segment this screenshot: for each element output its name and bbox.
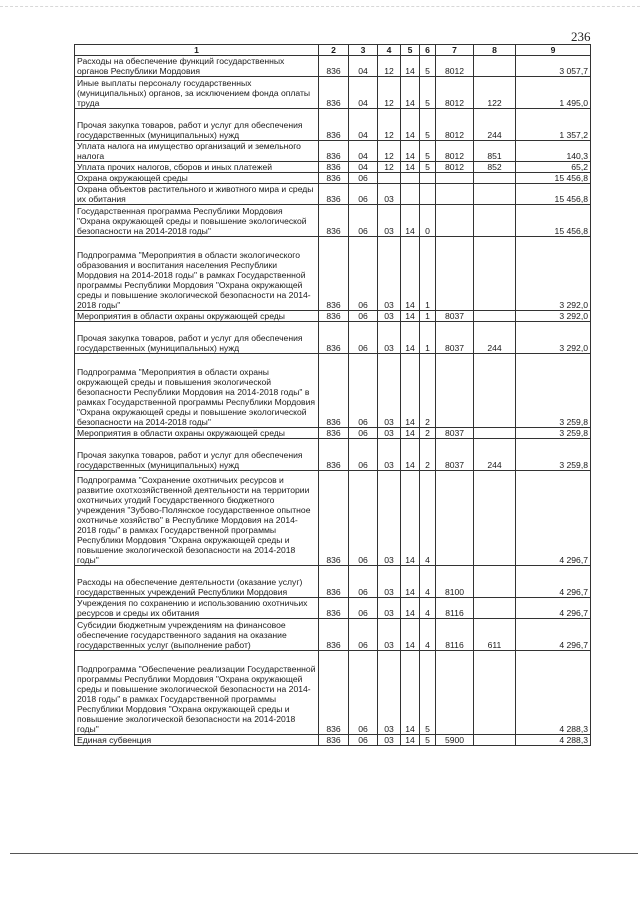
cell-code: 122	[474, 77, 516, 109]
cell-code	[378, 173, 401, 184]
table-body	[75, 45, 591, 746]
cell-name: Охрана окружающей среды	[75, 173, 319, 184]
cell-code: 14	[401, 109, 420, 141]
cell-code: 836	[319, 184, 349, 205]
cell-code: 03	[378, 322, 401, 354]
cell-code: 244	[474, 439, 516, 471]
budget-table	[74, 44, 591, 746]
cell-code: 836	[319, 566, 349, 598]
table-row	[75, 162, 591, 173]
cell-code: 14	[401, 619, 420, 651]
cell-code: 14	[401, 651, 420, 735]
cell-code: 4	[420, 471, 436, 566]
cell-amount: 3 259,8	[516, 439, 591, 471]
cell-code: 836	[319, 141, 349, 162]
cell-code	[436, 354, 474, 428]
cell-code: 4	[420, 566, 436, 598]
cell-code: 06	[349, 428, 378, 439]
cell-amount: 3 057,7	[516, 56, 591, 77]
cell-name: Прочая закупка товаров, работ и услуг для обеспечения государственных (муниципальных) нужд	[75, 439, 319, 471]
cell-code: 06	[349, 237, 378, 311]
cell-amount: 4 288,3	[516, 735, 591, 746]
cell-amount: 140,3	[516, 141, 591, 162]
cell-code: 06	[349, 566, 378, 598]
cell-name: Расходы на обеспечение деятельности (оказание услуг) государственных учреждений Республики Мордовия	[75, 566, 319, 598]
table-row	[75, 237, 591, 311]
cell-code: 8012	[436, 56, 474, 77]
cell-amount: 15 456,8	[516, 173, 591, 184]
cell-code: 5	[420, 77, 436, 109]
cell-code: 8012	[436, 162, 474, 173]
cell-code	[474, 205, 516, 237]
cell-name: Государственная программа Республики Мордовия "Охрана окружающей среды и повышение экологической безопасности на 2014-2018 годы"	[75, 205, 319, 237]
cell-name: Учреждения по сохранению и использованию охотничьих ресурсов и среды их обитания	[75, 598, 319, 619]
cell-code: 836	[319, 56, 349, 77]
cell-code: 836	[319, 322, 349, 354]
column-header: 4	[378, 45, 401, 56]
cell-code: 836	[319, 619, 349, 651]
cell-name: Подпрограмма "Сохранение охотничьих ресурсов и развитие охотхозяйственной деятельности на территории охотничьих угодий Государственного бюджетного учреждения "Зубово-Полянское государственное опытное охотничье хозяйство" в Республике Мордовия на 2014-2018 годы" в рамках Государственной программы Республики Мордовия "Охрана окружающей среды и повышение экологической безопасности на 2014-2018 годы"	[75, 471, 319, 566]
cell-code: 06	[349, 354, 378, 428]
cell-code: 852	[474, 162, 516, 173]
cell-code: 06	[349, 471, 378, 566]
table-row	[75, 109, 591, 141]
cell-code: 8037	[436, 439, 474, 471]
column-header: 6	[420, 45, 436, 56]
cell-code: 03	[378, 184, 401, 205]
cell-code: 03	[378, 311, 401, 322]
cell-code: 836	[319, 237, 349, 311]
cell-code: 12	[378, 141, 401, 162]
cell-code	[474, 56, 516, 77]
cell-code: 04	[349, 56, 378, 77]
page-number: 236	[571, 29, 591, 44]
cell-code: 03	[378, 735, 401, 746]
table-row	[75, 354, 591, 428]
cell-amount: 15 456,8	[516, 184, 591, 205]
table-row	[75, 651, 591, 735]
cell-code: 5	[420, 109, 436, 141]
cell-code	[474, 566, 516, 598]
cell-code	[401, 184, 420, 205]
cell-code	[474, 598, 516, 619]
column-header: 2	[319, 45, 349, 56]
table-row	[75, 205, 591, 237]
cell-code: 03	[378, 428, 401, 439]
cell-code: 14	[401, 162, 420, 173]
cell-code	[420, 173, 436, 184]
table-row	[75, 598, 591, 619]
cell-code	[474, 354, 516, 428]
cell-code: 04	[349, 162, 378, 173]
cell-code: 14	[401, 598, 420, 619]
cell-code: 03	[378, 471, 401, 566]
cell-code: 836	[319, 77, 349, 109]
cell-code: 5	[420, 162, 436, 173]
cell-code: 03	[378, 237, 401, 311]
cell-code: 14	[401, 322, 420, 354]
cell-code: 03	[378, 354, 401, 428]
cell-code: 244	[474, 109, 516, 141]
cell-name: Расходы на обеспечение функций государственных органов Республики Мордовия	[75, 56, 319, 77]
cell-name: Прочая закупка товаров, работ и услуг для обеспечения государственных (муниципальных) нужд	[75, 322, 319, 354]
cell-name: Субсидии бюджетным учреждениям на финансовое обеспечение государственного задания на оказание государственных услуг (выполнение работ)	[75, 619, 319, 651]
column-header: 1	[75, 45, 319, 56]
cell-code: 03	[378, 439, 401, 471]
cell-code: 14	[401, 735, 420, 746]
cell-code: 14	[401, 205, 420, 237]
cell-code: 8100	[436, 566, 474, 598]
cell-name: Уплата налога на имущество организаций и земельного налога	[75, 141, 319, 162]
cell-code: 1	[420, 237, 436, 311]
cell-code: 14	[401, 354, 420, 428]
table-row	[75, 735, 591, 746]
cell-code: 06	[349, 205, 378, 237]
cell-code: 1	[420, 311, 436, 322]
cell-code	[474, 237, 516, 311]
table-row	[75, 619, 591, 651]
cell-code: 14	[401, 566, 420, 598]
cell-code: 03	[378, 619, 401, 651]
table-row	[75, 311, 591, 322]
cell-code	[436, 205, 474, 237]
table-row	[75, 428, 591, 439]
cell-name: Подпрограмма "Мероприятия в области экологического образования и воспитания населения Республики Мордовия на 2014-2018 годы" в рамках Государственной программы Республики Мордовия "Охрана окружающей среды и повышение экологической безопасности на 2014-2018 годы"	[75, 237, 319, 311]
column-header: 3	[349, 45, 378, 56]
cell-name: Подпрограмма "Обеспечение реализации Государственной программы Республики Мордовия "Охрана окружающей среды и повышение экологической безопасности на 2014-2018 годы" в рамках Государственной программы Республики Мордовия "Охрана окружающей среды и повышение экологической безопасности на 2014-2018 годы"	[75, 651, 319, 735]
cell-code: 2	[420, 439, 436, 471]
table-row	[75, 439, 591, 471]
cell-code: 12	[378, 56, 401, 77]
cell-code: 1	[420, 322, 436, 354]
cell-code: 2	[420, 354, 436, 428]
cell-code: 03	[378, 205, 401, 237]
table-row	[75, 77, 591, 109]
column-header: 9	[516, 45, 591, 56]
cell-code: 14	[401, 428, 420, 439]
cell-code: 03	[378, 651, 401, 735]
cell-code: 836	[319, 598, 349, 619]
cell-amount: 4 296,7	[516, 566, 591, 598]
cell-name: Мероприятия в области охраны окружающей среды	[75, 428, 319, 439]
cell-code: 4	[420, 619, 436, 651]
cell-code	[474, 184, 516, 205]
cell-code: 244	[474, 322, 516, 354]
cell-code: 851	[474, 141, 516, 162]
cell-code: 14	[401, 56, 420, 77]
cell-amount: 65,2	[516, 162, 591, 173]
cell-code: 836	[319, 205, 349, 237]
cell-code: 06	[349, 311, 378, 322]
cell-code: 611	[474, 619, 516, 651]
cell-name: Уплата прочих налогов, сборов и иных платежей	[75, 162, 319, 173]
cell-code	[436, 184, 474, 205]
cell-code: 06	[349, 322, 378, 354]
cell-code	[474, 173, 516, 184]
cell-code: 836	[319, 354, 349, 428]
cell-code: 12	[378, 109, 401, 141]
cell-code	[436, 471, 474, 566]
cell-amount: 1 357,2	[516, 109, 591, 141]
cell-code: 836	[319, 173, 349, 184]
cell-code: 8037	[436, 322, 474, 354]
column-header: 7	[436, 45, 474, 56]
cell-code: 06	[349, 619, 378, 651]
cell-code: 836	[319, 651, 349, 735]
cell-code: 12	[378, 162, 401, 173]
cell-code: 8012	[436, 109, 474, 141]
cell-code: 03	[378, 566, 401, 598]
table-row	[75, 184, 591, 205]
cell-code: 5	[420, 56, 436, 77]
cell-code: 5	[420, 141, 436, 162]
cell-code: 12	[378, 77, 401, 109]
cell-code: 14	[401, 77, 420, 109]
cell-amount: 15 456,8	[516, 205, 591, 237]
cell-amount: 3 259,8	[516, 428, 591, 439]
table-header-row	[75, 45, 591, 56]
cell-code: 06	[349, 439, 378, 471]
table-row	[75, 566, 591, 598]
cell-name: Охрана объектов растительного и животного мира и среды их обитания	[75, 184, 319, 205]
cell-code: 2	[420, 428, 436, 439]
cell-amount: 3 292,0	[516, 322, 591, 354]
cell-code: 836	[319, 311, 349, 322]
cell-code: 8037	[436, 428, 474, 439]
cell-code	[474, 428, 516, 439]
cell-amount: 4 296,7	[516, 598, 591, 619]
cell-code: 04	[349, 77, 378, 109]
cell-amount: 4 288,3	[516, 651, 591, 735]
cell-code: 0	[420, 205, 436, 237]
cell-code: 14	[401, 439, 420, 471]
cell-code: 04	[349, 109, 378, 141]
cell-code	[474, 311, 516, 322]
cell-code: 836	[319, 439, 349, 471]
cell-amount: 4 296,7	[516, 471, 591, 566]
cell-name: Подпрограмма "Мероприятия в области охраны окружающей среды и повышения экологической безопасности Республики Мордовия на 2014-2018 годы" в рамках Государственной программы Республики Мордовия "Охрана окружающей среды и повышение экологической безопасности на 2014-2018 годы"	[75, 354, 319, 428]
table-row	[75, 471, 591, 566]
cell-code: 8037	[436, 311, 474, 322]
cell-code: 14	[401, 237, 420, 311]
page-bottom-rule	[10, 853, 638, 854]
cell-code: 5	[420, 735, 436, 746]
cell-code: 8116	[436, 619, 474, 651]
cell-code: 03	[378, 598, 401, 619]
cell-code	[474, 735, 516, 746]
cell-code: 06	[349, 184, 378, 205]
column-header: 8	[474, 45, 516, 56]
cell-code	[436, 651, 474, 735]
scan-edge	[0, 0, 640, 7]
cell-code	[401, 173, 420, 184]
cell-name: Единая субвенция	[75, 735, 319, 746]
cell-amount: 1 495,0	[516, 77, 591, 109]
cell-code	[474, 471, 516, 566]
cell-code: 06	[349, 651, 378, 735]
cell-code: 836	[319, 109, 349, 141]
cell-amount: 3 259,8	[516, 354, 591, 428]
cell-code: 5	[420, 651, 436, 735]
cell-code	[474, 651, 516, 735]
cell-code: 5900	[436, 735, 474, 746]
cell-name: Иные выплаты персоналу государственных (муниципальных) органов, за исключением фонда оплаты труда	[75, 77, 319, 109]
cell-name: Мероприятия в области охраны окружающей среды	[75, 311, 319, 322]
cell-code	[420, 184, 436, 205]
cell-amount: 3 292,0	[516, 311, 591, 322]
cell-code: 14	[401, 471, 420, 566]
cell-code	[436, 173, 474, 184]
cell-code: 04	[349, 141, 378, 162]
table-row	[75, 56, 591, 77]
table-row	[75, 141, 591, 162]
cell-code: 836	[319, 735, 349, 746]
cell-amount: 4 296,7	[516, 619, 591, 651]
table-row	[75, 322, 591, 354]
cell-name: Прочая закупка товаров, работ и услуг для обеспечения государственных (муниципальных) нужд	[75, 109, 319, 141]
cell-code: 8116	[436, 598, 474, 619]
cell-code: 14	[401, 141, 420, 162]
cell-code: 836	[319, 428, 349, 439]
cell-code	[436, 237, 474, 311]
cell-code: 4	[420, 598, 436, 619]
cell-code: 06	[349, 173, 378, 184]
cell-code: 06	[349, 735, 378, 746]
cell-code: 06	[349, 598, 378, 619]
cell-code: 836	[319, 162, 349, 173]
cell-code: 836	[319, 471, 349, 566]
cell-amount: 3 292,0	[516, 237, 591, 311]
column-header: 5	[401, 45, 420, 56]
cell-code: 14	[401, 311, 420, 322]
table-row	[75, 173, 591, 184]
cell-code: 8012	[436, 77, 474, 109]
cell-code: 8012	[436, 141, 474, 162]
